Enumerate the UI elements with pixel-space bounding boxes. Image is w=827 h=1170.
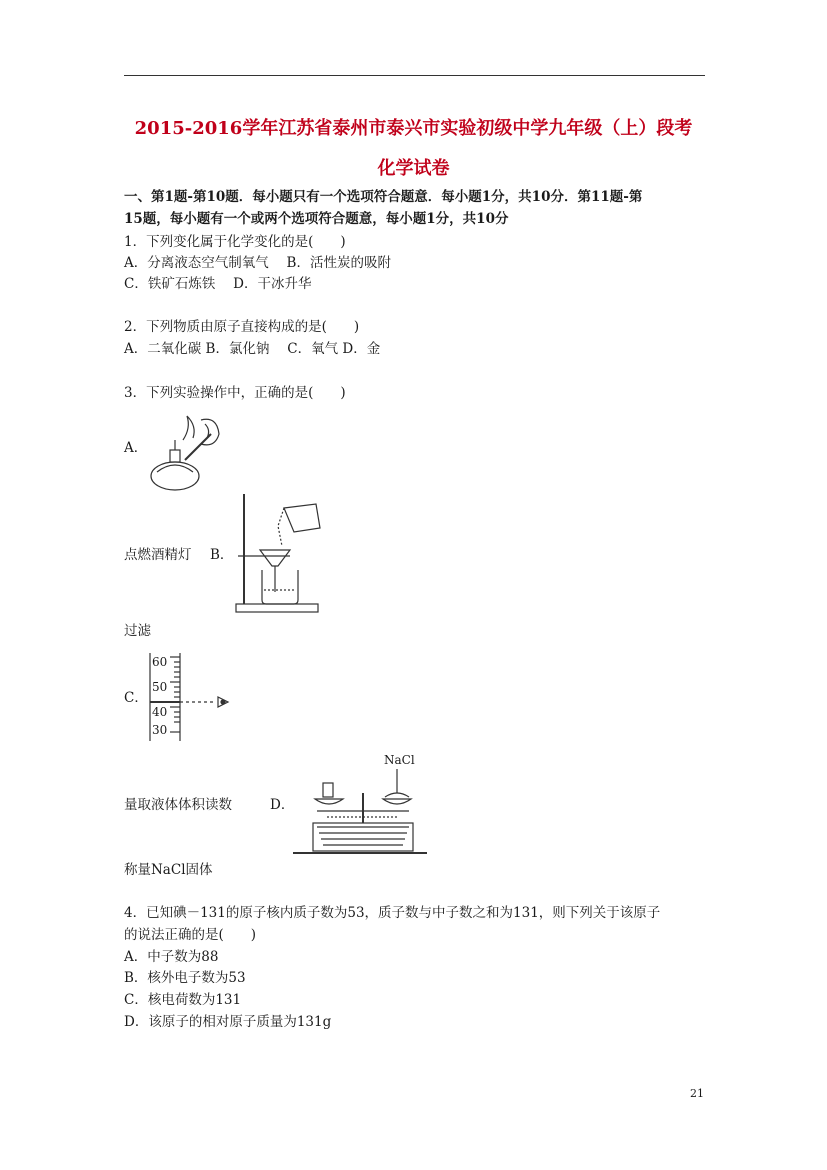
section-instruction-line2: 15题，每小题有一个或两个选项符合题意，每小题1分，共10分 [124, 211, 509, 227]
cylinder-tick-30: 30 [152, 723, 168, 737]
reagent-label: NaCl [384, 753, 415, 767]
q3-option-a-label: A． [124, 440, 148, 456]
paper-subtitle: 化学试卷 [377, 158, 450, 179]
q1-options-cd: C．铁矿石炼铁 D．干冰升华 [124, 276, 312, 292]
q1-stem: 1．下列变化属于化学变化的是( ) [124, 234, 346, 250]
q3-option-b-label: B． [210, 547, 234, 563]
paper-title: 2015-2016学年江苏省泰州市泰兴市实验初级中学九年级（上）段考 [134, 118, 693, 139]
q3-option-a-caption: 点燃酒精灯 [124, 547, 192, 563]
balance-weighing-figure [293, 753, 429, 857]
header-rule [124, 75, 705, 76]
q4-option-a: A．中子数为88 [124, 949, 219, 965]
q4-stem-line1: 4．已知碘－131的原子核内质子数为53，质子数与中子数之和为131，则下列关于该原子 [124, 905, 661, 921]
q3-option-b-caption: 过滤 [124, 623, 151, 639]
q3-option-d-caption: 称量NaCl固体 [124, 862, 213, 878]
q4-stem-line2: 的说法正确的是( ) [124, 927, 257, 943]
q4-option-b: B．核外电子数为53 [124, 970, 246, 986]
q3-option-c-label: C． [124, 690, 148, 706]
alcohol-lamp-lighting-figure [145, 402, 225, 494]
section-instruction-line1: 一、第1题-第10题．每小题只有一个选项符合题意．每小题1分，共10分．第11题-第 [124, 189, 643, 205]
q4-option-c: C．核电荷数为131 [124, 992, 242, 1008]
q3-option-d-label: D． [270, 797, 295, 813]
q3-stem: 3．下列实验操作中，正确的是( ) [124, 385, 346, 401]
q2-stem: 2．下列物质由原子直接构成的是( ) [124, 319, 360, 335]
graduated-cylinder-reading-figure [148, 653, 248, 743]
q2-options: A．二氧化碳 B．氯化钠 C．氧气 D．金 [124, 341, 381, 357]
cylinder-tick-60: 60 [152, 655, 168, 669]
q3-option-c-caption: 量取液体体积读数 [124, 797, 232, 813]
q1-options-ab: A．分离液态空气制氧气 B．活性炭的吸附 [124, 255, 391, 271]
filtration-figure [234, 492, 334, 616]
cylinder-tick-40: 40 [152, 705, 168, 719]
q4-option-d: D．该原子的相对原子质量为131g [124, 1014, 332, 1030]
cylinder-tick-50: 50 [152, 680, 168, 694]
page-number: 21 [690, 1087, 704, 1100]
